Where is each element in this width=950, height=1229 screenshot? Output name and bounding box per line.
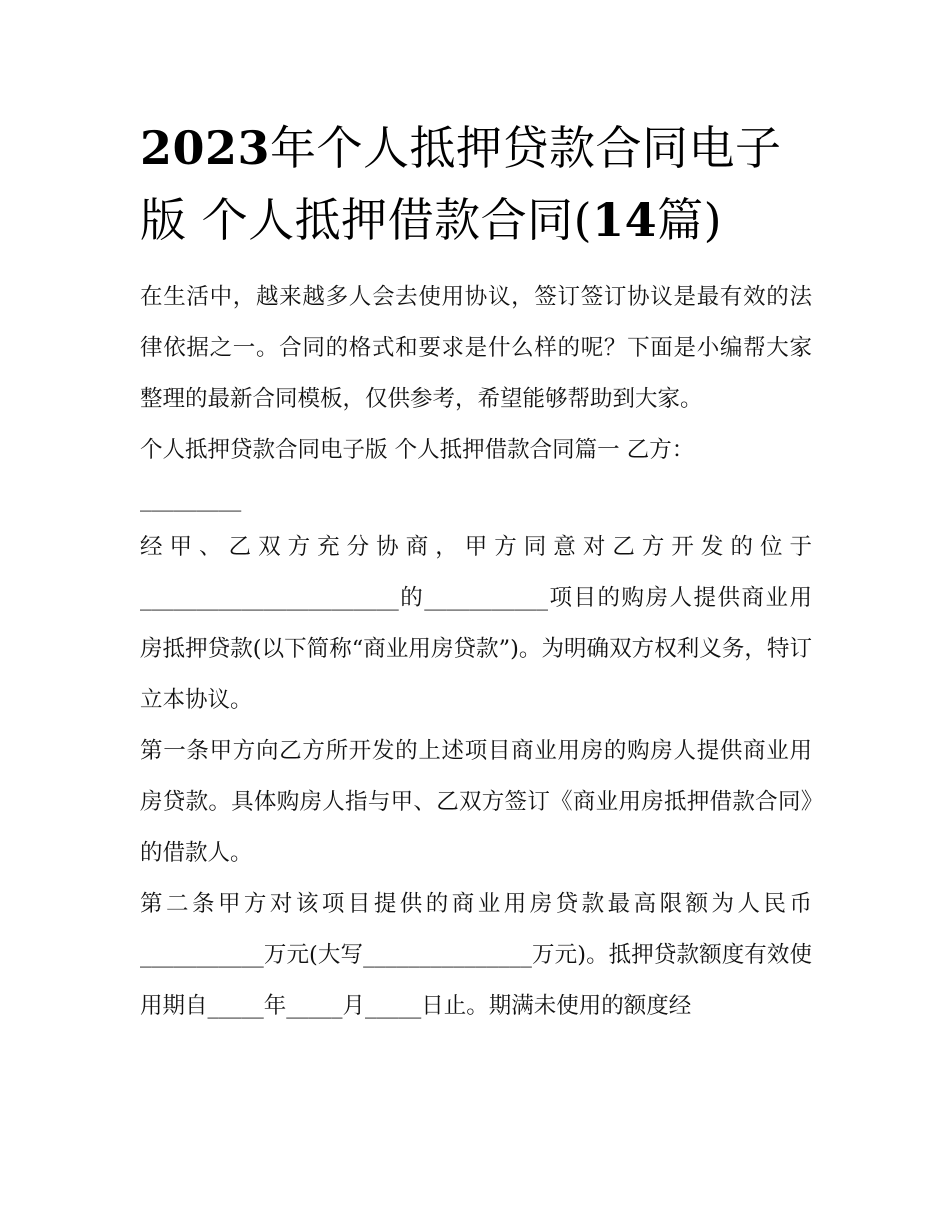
intro-paragraph: 在生活中，越来越多人会去使用协议，签订签订协议是最有效的法律依据之一。合同的格式和要求是什么样的呢？下面是小编帮大家整理的最新合同模板，仅供参考，希望能够帮助到大家。	[140, 284, 812, 412]
title-suffix: 篇)	[657, 193, 723, 247]
agreement-paragraph: 经甲、乙双方充分协商，甲方同意对乙方开发的位于_______________________的___________项目的购房人提供商业用房抵押贷款(以下简称“商业用房贷款”)。为明确双方权利义务，特订立本协议。	[140, 534, 812, 713]
title-count: 14	[592, 193, 658, 247]
title-year: 2023	[140, 121, 271, 175]
document-body	[140, 112, 812, 1032]
title-text: 年个人抵押贷款合同电子版 个人抵押借款合同(	[140, 121, 782, 247]
article-one-paragraph: 第一条甲方向乙方所开发的上述项目商业用房的购房人提供商业用房贷款。具体购房人指与甲、乙双方签订《商业用房抵押借款合同》的借款人。	[140, 738, 812, 866]
document-title	[140, 112, 812, 256]
blank-line-paragraph: _________	[140, 486, 242, 512]
article-two-paragraph: 第二条甲方对该项目提供的商业用房贷款最高限额为人民币___________万元(大写_______________万元)。抵押贷款额度有效使用期自_____年_____月_____日止。期满未使用的额度经	[140, 891, 812, 1019]
section-heading-paragraph: 个人抵押贷款合同电子版 个人抵押借款合同篇一 乙方：	[140, 437, 695, 463]
